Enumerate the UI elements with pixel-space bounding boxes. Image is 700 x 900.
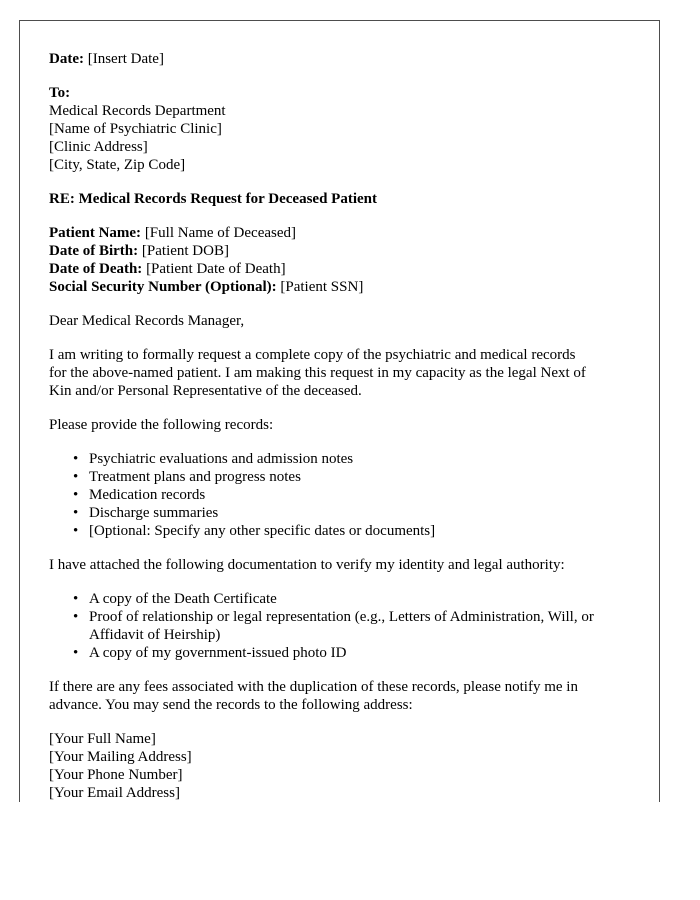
patient-dod-line [49, 260, 649, 278]
subject-line: RE: Medical Records Request for Deceased Patient [49, 191, 377, 207]
list-item [49, 644, 649, 662]
list-item-text: Discharge summaries [89, 505, 219, 521]
patient-info-block [49, 224, 649, 296]
list-item [49, 486, 649, 504]
patient-name-label: Patient Name: [49, 225, 142, 241]
list-item-text: A copy of the Death Certificate [89, 591, 277, 607]
letter-body [49, 50, 649, 802]
recipient-line: [Name of Psychiatric Clinic] [49, 121, 222, 137]
patient-dod-value: [Patient Date of Death] [142, 261, 286, 277]
list-item-text: Treatment plans and progress notes [89, 469, 301, 485]
recipient-label: To: [49, 85, 71, 101]
list-item-text: Psychiatric evaluations and admission notes [89, 451, 354, 467]
records-intro: Please provide the following records: [49, 417, 274, 433]
sender-line: [Your Full Name] [49, 731, 156, 747]
intro-line: for the above-named patient. I am making this request in my capacity as the legal Next of [49, 365, 586, 381]
list-item [49, 608, 649, 644]
patient-ssn-label: Social Security Number (Optional): [49, 279, 277, 295]
bullet-icon: • [73, 505, 79, 521]
bullet-icon: • [73, 451, 79, 467]
recipient-line: Medical Records Department [49, 103, 226, 119]
patient-ssn-line [49, 278, 649, 296]
list-item-text: Proof of relationship or legal representation (e.g., Letters of Administration, Will, or [89, 609, 594, 625]
patient-name-line [49, 224, 649, 242]
list-item-text: Affidavit of Heirship) [89, 627, 221, 643]
list-item [49, 450, 649, 468]
sender-line: [Your Mailing Address] [49, 749, 192, 765]
patient-dob-value: [Patient DOB] [138, 243, 229, 259]
fees-paragraph [49, 678, 649, 714]
recipient-line: [Clinic Address] [49, 139, 148, 155]
list-item [49, 590, 649, 608]
bullet-icon: • [73, 591, 79, 607]
letter-page [19, 20, 660, 802]
list-item [49, 504, 649, 522]
list-item-text: [Optional: Specify any other specific dates or documents] [89, 523, 436, 539]
date-value: [Insert Date] [83, 51, 164, 67]
bullet-icon: • [73, 609, 79, 625]
bullet-icon: • [73, 487, 79, 503]
bullet-icon: • [73, 523, 79, 539]
intro-line: I am writing to formally request a complete copy of the psychiatric and medical records [49, 347, 576, 363]
sender-block [49, 730, 649, 802]
list-item [49, 468, 649, 486]
list-item-text: Medication records [89, 487, 206, 503]
fees-line: advance. You may send the records to the following address: [49, 697, 413, 713]
date-label: Date: [49, 51, 84, 67]
attachments-list [49, 590, 649, 662]
recipient-line: [City, State, Zip Code] [49, 157, 186, 173]
sender-line: [Your Phone Number] [49, 767, 183, 783]
patient-name-value: [Full Name of Deceased] [141, 225, 296, 241]
bullet-icon: • [73, 645, 79, 661]
patient-dob-label: Date of Birth: [49, 243, 139, 259]
attachments-intro: I have attached the following documentation to verify my identity and legal authority: [49, 557, 565, 573]
intro-paragraph [49, 346, 649, 400]
salutation: Dear Medical Records Manager, [49, 313, 245, 329]
date-line [49, 50, 649, 68]
sender-line: [Your Email Address] [49, 785, 180, 801]
list-item [49, 522, 649, 540]
intro-line: Kin and/or Personal Representative of the deceased. [49, 383, 362, 399]
records-list [49, 450, 649, 540]
patient-ssn-value: [Patient SSN] [276, 279, 364, 295]
patient-dob-line [49, 242, 649, 260]
list-item-text: A copy of my government-issued photo ID [89, 645, 347, 661]
fees-line: If there are any fees associated with the duplication of these records, please notify me in [49, 679, 578, 695]
recipient-block [49, 84, 649, 174]
patient-dod-label: Date of Death: [49, 261, 143, 277]
bullet-icon: • [73, 469, 79, 485]
